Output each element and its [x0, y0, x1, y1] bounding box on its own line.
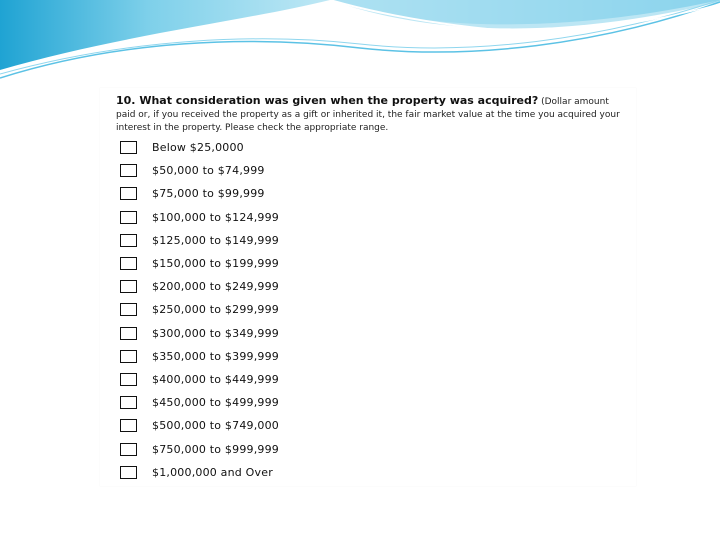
question-title: 10. What consideration was given when the property was acquired? — [116, 94, 539, 107]
range-checkbox[interactable] — [120, 164, 137, 177]
range-label: $200,000 to $249,999 — [152, 280, 280, 294]
range-label: $400,000 to $449,999 — [152, 372, 280, 386]
range-label: $250,000 to $299,999 — [152, 303, 280, 317]
range-checkbox[interactable] — [120, 466, 137, 479]
price-range-option[interactable] — [120, 322, 420, 345]
price-range-option[interactable] — [120, 461, 420, 484]
form-question-panel — [100, 88, 636, 486]
price-range-option[interactable] — [120, 136, 420, 159]
range-label: $750,000 to $999,999 — [152, 442, 280, 456]
range-checkbox[interactable] — [120, 419, 137, 432]
price-range-option[interactable] — [120, 252, 420, 275]
price-range-option[interactable] — [120, 414, 420, 437]
range-label: $50,000 to $74,999 — [152, 164, 265, 178]
range-label: $75,000 to $99,999 — [152, 187, 265, 201]
range-checkbox[interactable] — [120, 234, 137, 247]
price-range-option[interactable] — [120, 368, 420, 391]
range-checkbox[interactable] — [120, 187, 137, 200]
range-label: $450,000 to $499,999 — [152, 396, 280, 410]
range-checkbox[interactable] — [120, 280, 137, 293]
price-range-option[interactable] — [120, 298, 420, 321]
question-text — [116, 94, 622, 135]
decorative-banner — [0, 0, 720, 90]
range-label: $500,000 to $749,000 — [152, 419, 280, 433]
price-range-option[interactable] — [120, 437, 420, 460]
range-checkbox[interactable] — [120, 257, 137, 270]
range-label: $350,000 to $399,999 — [152, 349, 280, 363]
range-checkbox[interactable] — [120, 327, 137, 340]
range-label: $100,000 to $124,999 — [152, 210, 280, 224]
price-range-options — [120, 136, 420, 484]
range-checkbox[interactable] — [120, 211, 137, 224]
range-checkbox[interactable] — [120, 141, 137, 154]
price-range-option[interactable] — [120, 275, 420, 298]
price-range-option[interactable] — [120, 159, 420, 182]
range-label: $150,000 to $199,999 — [152, 257, 280, 271]
range-checkbox[interactable] — [120, 303, 137, 316]
price-range-option[interactable] — [120, 206, 420, 229]
range-label: Below $25,0000 — [152, 141, 244, 155]
range-label: $125,000 to $149,999 — [152, 233, 280, 247]
range-label: $1,000,000 and Over — [152, 465, 273, 479]
price-range-option[interactable] — [120, 229, 420, 252]
range-checkbox[interactable] — [120, 350, 137, 363]
range-checkbox[interactable] — [120, 443, 137, 456]
question-note: (Dollar amount paid or, if you received the property as a gift or inherited it, the fair market value at the time you acquired your interest in the property. Please check the appropriate range. — [116, 97, 620, 133]
price-range-option[interactable] — [120, 182, 420, 205]
range-checkbox[interactable] — [120, 396, 137, 409]
price-range-option[interactable] — [120, 391, 420, 414]
range-checkbox[interactable] — [120, 373, 137, 386]
price-range-option[interactable] — [120, 345, 420, 368]
range-label: $300,000 to $349,999 — [152, 326, 280, 340]
